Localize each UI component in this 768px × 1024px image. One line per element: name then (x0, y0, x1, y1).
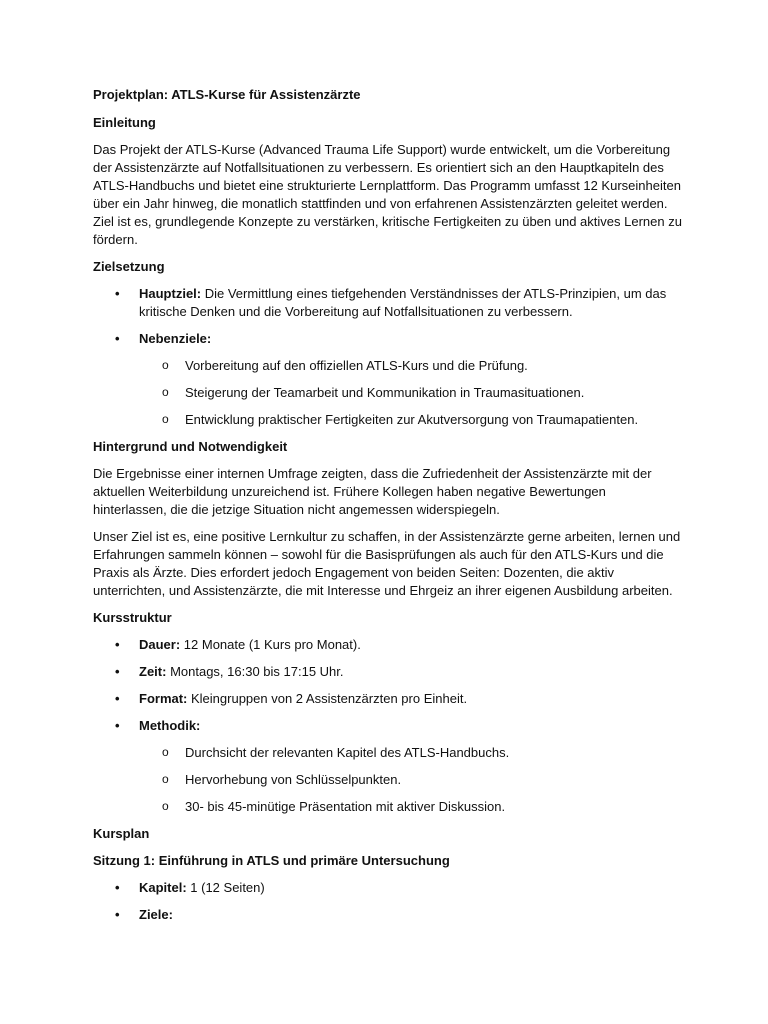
circle-bullet-icon: o (162, 772, 169, 786)
circle-bullet-icon: o (162, 745, 169, 759)
nebenziel-text: Vorbereitung auf den offiziellen ATLS-Kurs und die Prüfung. (185, 358, 528, 373)
sub-list-item (139, 411, 683, 429)
sub-list-item (139, 744, 683, 762)
methodik-label: Methodik: (139, 718, 201, 733)
hauptziel-text: Die Vermittlung eines tiefgehenden Verständnisses der ATLS-Prinzipien, um das kritische Denken und die Vorbereitung auf Notfallsituationen zu verbessern. (139, 286, 667, 319)
document-title: Projektplan: ATLS-Kurse für Assistenzärzte (93, 87, 361, 102)
intro-paragraph: Das Projekt der ATLS-Kurse (Advanced Trauma Life Support) wurde entwickelt, um die Vorbereitung der Assistenzärzte auf Notfallsituationen zu verbessern. Es orientiert sich an den Hauptkapiteln des ATLS-Handbuchs und bietet eine strukturierte Lernplattform. Das Programm umfasst 12 Kurseinheiten über ein Jahr hinweg, die monatlich stattfinden und von erfahrenen Assistenzärzten geleitet werden. Ziel ist es, grundlegende Konzepte zu verstärken, kritische Fertigkeiten zu üben und aktives Lernen zu fördern. (93, 142, 682, 247)
dauer-text: 12 Monate (1 Kurs pro Monat). (180, 637, 361, 652)
structure-list (93, 636, 683, 816)
bullet-icon: • (115, 907, 120, 922)
list-item-hauptziel (93, 285, 683, 321)
nebenziel-text: Steigerung der Teamarbeit und Kommunikation in Traumasituationen. (185, 385, 585, 400)
session1-list (93, 879, 683, 924)
methodik-text: 30- bis 45-minütige Präsentation mit aktiver Diskussion. (185, 799, 506, 814)
kapitel-label: Kapitel: (139, 880, 187, 895)
heading-kursplan: Kursplan (93, 826, 150, 841)
bullet-icon: • (115, 880, 120, 895)
hauptziel-label: Hauptziel: (139, 286, 202, 301)
sub-list-item (139, 384, 683, 402)
list-item-format (93, 690, 683, 708)
methodik-text: Hervorhebung von Schlüsselpunkten. (185, 772, 402, 787)
zeit-label: Zeit: (139, 664, 167, 679)
document-body (93, 86, 683, 933)
list-item-kapitel (93, 879, 683, 897)
sub-list-item (139, 357, 683, 375)
sub-list-item (139, 771, 683, 789)
circle-bullet-icon: o (162, 385, 169, 399)
format-text: Kleingruppen von 2 Assistenzärzten pro Einheit. (187, 691, 468, 706)
sub-list-item (139, 798, 683, 816)
bullet-icon: • (115, 331, 120, 346)
list-item-zeit (93, 663, 683, 681)
heading-kursstruktur: Kursstruktur (93, 610, 172, 625)
bullet-icon: • (115, 664, 120, 679)
heading-zielsetzung: Zielsetzung (93, 259, 165, 274)
zeit-text: Montags, 16:30 bis 17:15 Uhr. (166, 664, 344, 679)
nebenziele-sublist (139, 357, 683, 429)
goals-list (93, 285, 683, 429)
bullet-icon: • (115, 718, 120, 733)
background-paragraph-1: Die Ergebnisse einer internen Umfrage zeigten, dass die Zufriedenheit der Assistenzärzte mit der aktuellen Weiterbildung unzureichend ist. Frühere Kollegen haben negative Bewertungen hinterlassen, die die jetzige Situation nicht angemessen widerspiegeln. (93, 466, 652, 517)
circle-bullet-icon: o (162, 412, 169, 426)
bullet-icon: • (115, 286, 120, 301)
heading-sitzung-1: Sitzung 1: Einführung in ATLS und primäre Untersuchung (93, 853, 450, 868)
bullet-icon: • (115, 637, 120, 652)
background-paragraph-2: Unser Ziel ist es, eine positive Lernkultur zu schaffen, in der Assistenzärzte gerne arbeiten, lernen und Erfahrungen sammeln können – sowohl für die Basisprüfungen als auch für den ATLS-Kurs und die Praxis als Ärzte. Dies erfordert jedoch Engagement von beiden Seiten: Dozenten, die aktiv unterrichten, und Assistenzärzte, die mit Interesse und Ehrgeiz an ihrer eigenen Ausbildung arbeiten. (93, 529, 681, 598)
heading-hintergrund: Hintergrund und Notwendigkeit (93, 439, 288, 454)
circle-bullet-icon: o (162, 358, 169, 372)
dauer-label: Dauer: (139, 637, 181, 652)
methodik-text: Durchsicht der relevanten Kapitel des ATLS-Handbuchs. (185, 745, 510, 760)
circle-bullet-icon: o (162, 799, 169, 813)
format-label: Format: (139, 691, 188, 706)
list-item-nebenziele (93, 330, 683, 429)
bullet-icon: • (115, 691, 120, 706)
heading-einleitung: Einleitung (93, 115, 156, 130)
kapitel-text: 1 (12 Seiten) (186, 880, 265, 895)
ziele-label: Ziele: (139, 907, 173, 922)
nebenziele-label: Nebenziele: (139, 331, 212, 346)
list-item-dauer (93, 636, 683, 654)
list-item-methodik (93, 717, 683, 816)
methodik-sublist (139, 744, 683, 816)
nebenziel-text: Entwicklung praktischer Fertigkeiten zur Akutversorgung von Traumapatienten. (185, 412, 639, 427)
list-item-ziele (93, 906, 683, 924)
